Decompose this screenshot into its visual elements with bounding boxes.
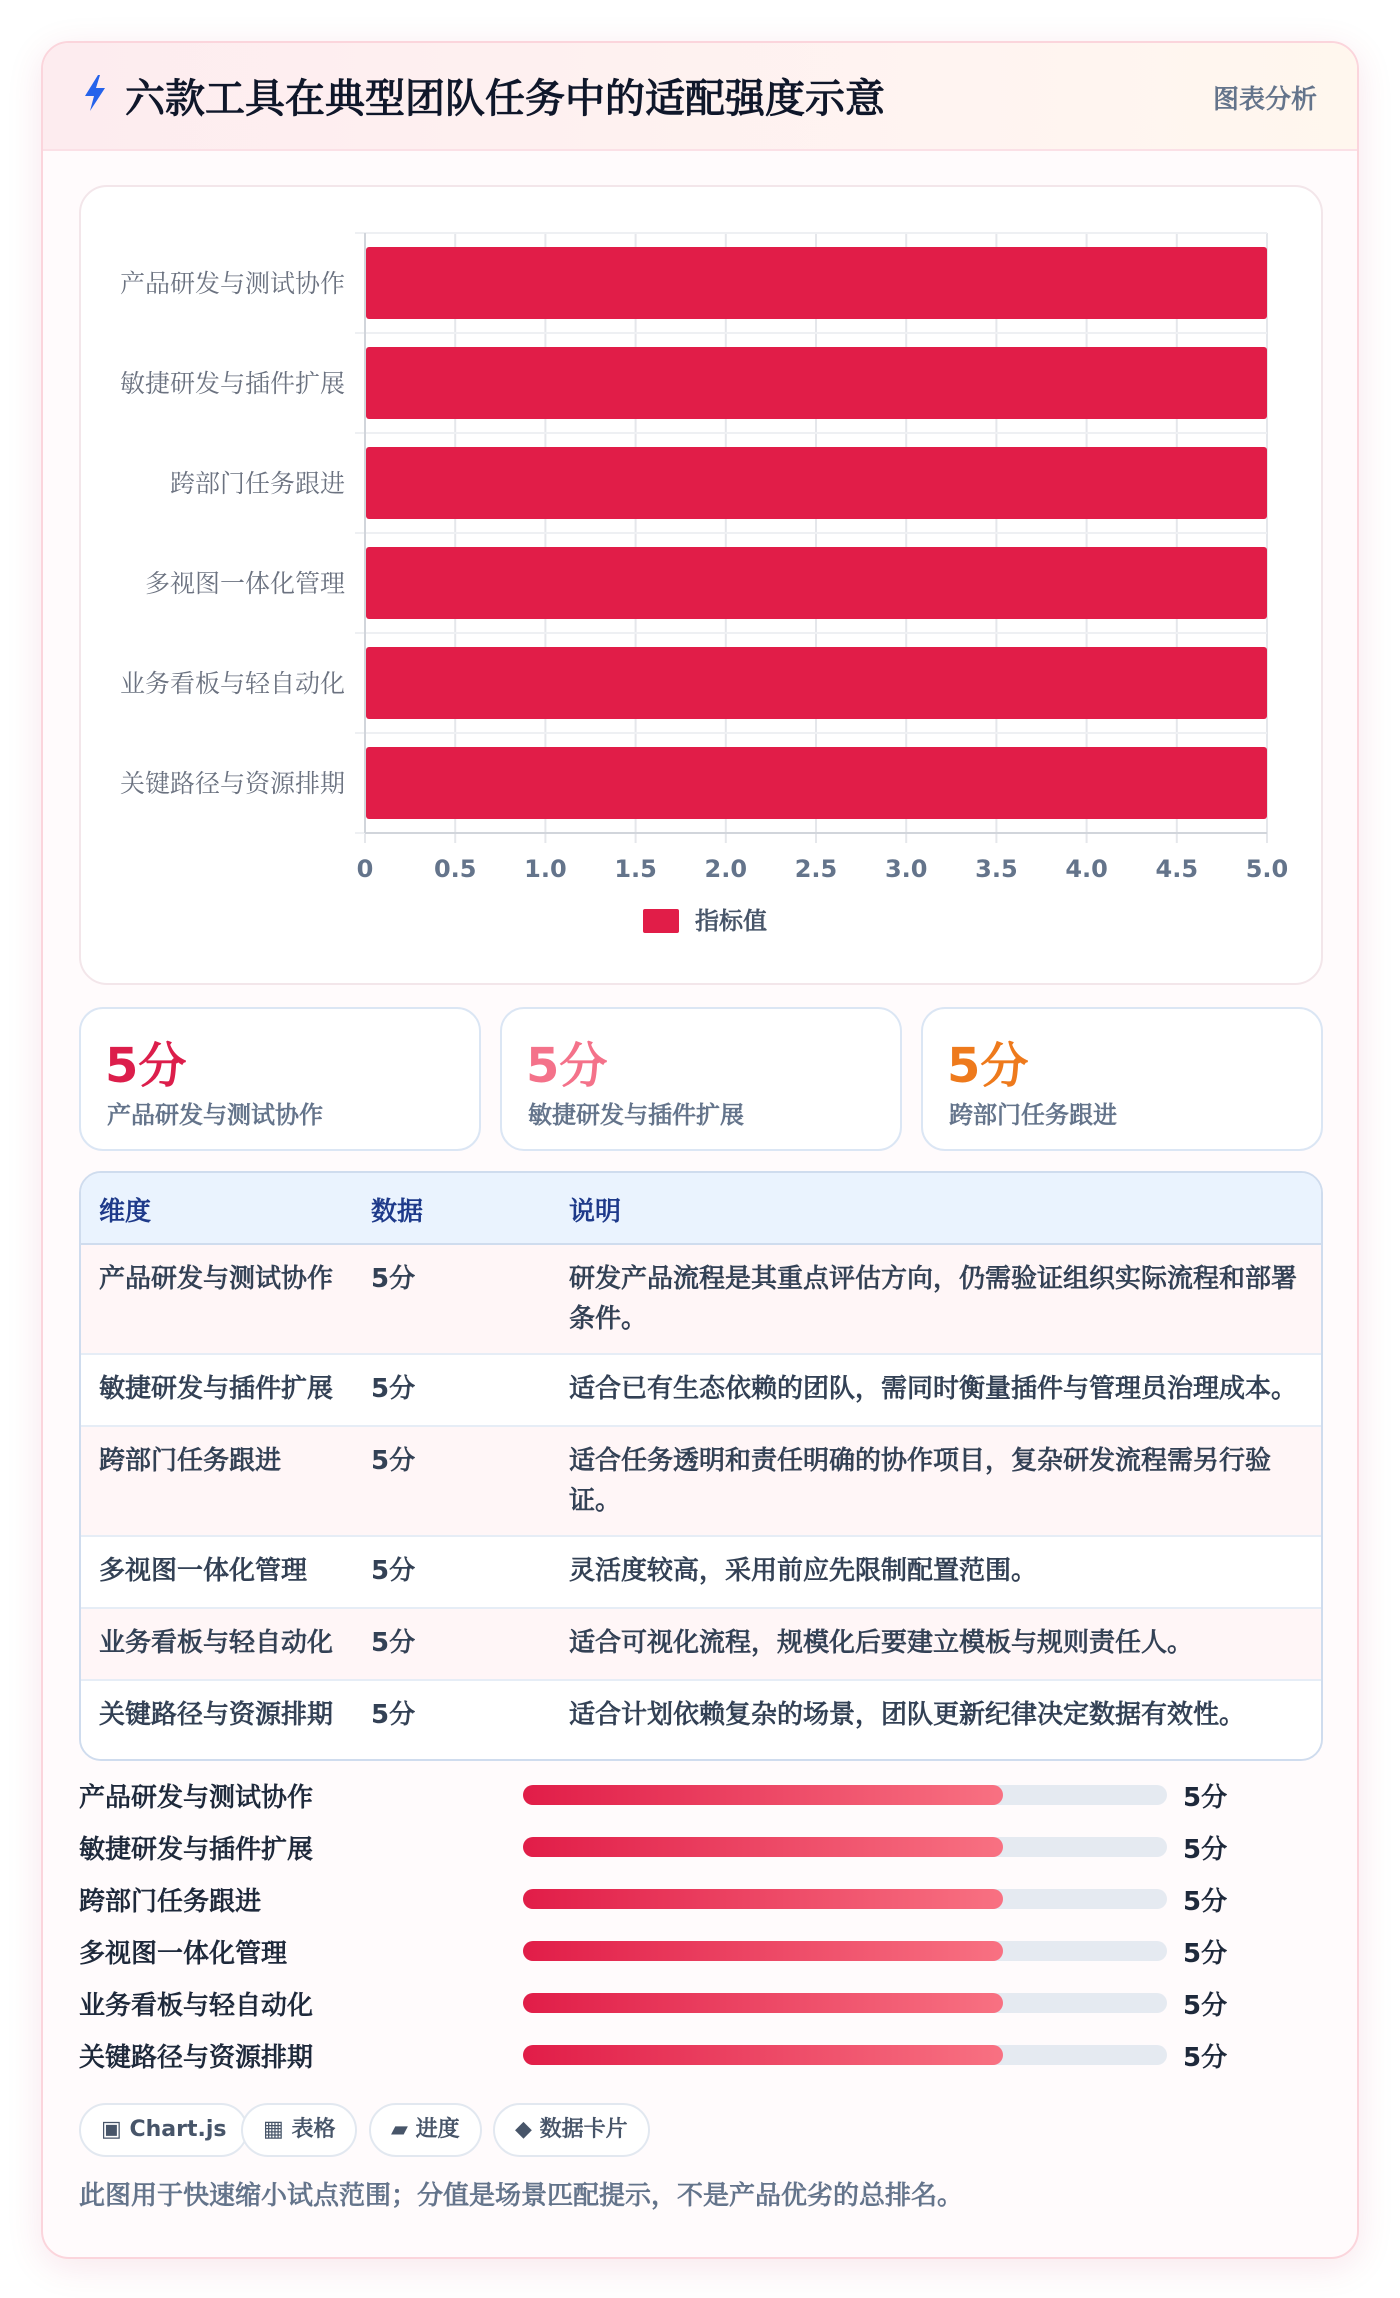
y-category-label: 关键路径与资源排期 [119,769,345,798]
progress-row [79,1983,1323,2023]
cell-data: 5分 [371,1264,416,1294]
chip-chartjs[interactable]: ▣ Chart.js [79,2103,248,2157]
table-header [81,1173,1321,1245]
stat-value: 5分 [947,1038,1029,1094]
x-tick-label: 4.0 [1065,855,1108,883]
stat-card [500,1007,902,1151]
progress-value: 5分 [1183,1835,1228,1865]
cell-dimension: 关键路径与资源排期 [99,1700,334,1730]
chip-data-cards[interactable]: ◆ 数据卡片 [493,2103,650,2157]
bar [366,547,1267,619]
progress-label: 业务看板与轻自动化 [79,1991,314,2021]
y-category-label: 跨部门任务跟进 [169,469,345,498]
progress-row [79,1931,1323,1971]
stat-label: 敏捷研发与插件扩展 [528,1101,744,1129]
x-tick-label: 2.5 [794,855,838,883]
stat-label: 产品研发与测试协作 [107,1101,323,1129]
progress-fill [523,1941,1003,1961]
cell-description: 研发产品流程是其重点评估方向，仍需验证组织实际流程和部署条件。 [569,1264,1298,1334]
column-header-data: 数据 [371,1197,424,1227]
x-tick-label: 3.0 [884,855,928,883]
chip-table[interactable]: ▦ 表格 [241,2103,357,2157]
x-tick-label: 2.0 [704,855,748,883]
table-row [81,1681,1321,1761]
cell-dimension: 跨部门任务跟进 [99,1446,282,1476]
cell-dimension: 敏捷研发与插件扩展 [99,1374,334,1404]
progress-value: 5分 [1183,1783,1228,1813]
progress-value: 5分 [1183,1939,1228,1969]
progress-row [79,1827,1323,1867]
progress-value: 5分 [1183,1991,1228,2021]
progress-value: 5分 [1183,2043,1228,2073]
cell-data: 5分 [371,1628,416,1658]
cell-data: 5分 [371,1556,416,1586]
table-row [81,1609,1321,1681]
x-tick-label: 1.5 [614,855,657,883]
table-row [81,1355,1321,1427]
column-header-dimension: 维度 [99,1197,152,1227]
lightning-icon [81,73,109,113]
bar [366,747,1267,819]
chip-progress[interactable]: ▰ 进度 [369,2103,482,2157]
progress-label: 跨部门任务跟进 [79,1887,262,1917]
stat-value: 5分 [105,1038,187,1094]
progress-row [79,1879,1323,1919]
progress-track [523,1785,1167,1805]
y-category-label: 产品研发与测试协作 [119,269,345,298]
progress-label: 多视图一体化管理 [79,1939,288,1969]
progress-row [79,1775,1323,1815]
cell-description: 适合已有生态依赖的团队，需同时衡量插件与管理员治理成本。 [569,1374,1298,1404]
table-row [81,1427,1321,1537]
stat-label: 跨部门任务跟进 [949,1101,1117,1129]
progress-fill [523,2045,1003,2065]
progress-label: 关键路径与资源排期 [79,2043,314,2073]
x-tick-label: 0 [356,855,374,883]
x-tick-label: 5.0 [1245,855,1289,883]
cell-dimension: 产品研发与测试协作 [99,1264,334,1294]
cell-description: 适合可视化流程，规模化后要建立模板与规则责任人。 [569,1628,1194,1658]
stat-value: 5分 [526,1038,608,1094]
analysis-card [41,41,1359,2259]
progress-fill [523,1837,1003,1857]
progress-track [523,1889,1167,1909]
y-category-label: 业务看板与轻自动化 [119,669,345,698]
column-header-description: 说明 [569,1197,622,1227]
bar [366,447,1267,519]
progress-label: 敏捷研发与插件扩展 [79,1835,314,1865]
progress-fill [523,1993,1003,2013]
legend-label: 指标值 [695,907,767,935]
y-category-label: 敏捷研发与插件扩展 [119,369,345,398]
cell-description: 灵活度较高，采用前应先限制配置范围。 [569,1556,1038,1586]
progress-value: 5分 [1183,1887,1228,1917]
legend-swatch [643,909,679,933]
stat-card [921,1007,1323,1151]
cell-data: 5分 [371,1374,416,1404]
bar-chart [81,187,1325,987]
table-row [81,1537,1321,1609]
cell-dimension: 业务看板与轻自动化 [99,1628,334,1658]
bar [366,247,1267,319]
progress-track [523,1993,1167,2013]
cell-description: 适合计划依赖复杂的场景，团队更新纪律决定数据有效性。 [569,1700,1246,1730]
bar [366,347,1267,419]
cell-data: 5分 [371,1700,416,1730]
x-tick-label: 0.5 [433,855,477,883]
x-tick-label: 3.5 [975,855,1018,883]
progress-track [523,1837,1167,1857]
progress-label: 产品研发与测试协作 [79,1783,314,1813]
cell-dimension: 多视图一体化管理 [99,1556,308,1586]
data-table [79,1171,1323,1761]
progress-track [523,1941,1167,1961]
progress-track [523,2045,1167,2065]
bar [366,647,1267,719]
cell-description: 适合任务透明和责任明确的协作项目，复杂研发流程需另行验证。 [569,1446,1272,1516]
footer-note: 此图用于快速缩小试点范围；分值是场景匹配提示，不是产品优劣的总排名。 [79,2181,964,2211]
page-title: 六款工具在典型团队任务中的适配强度示意 [125,76,885,122]
card-header [43,43,1357,151]
progress-fill [523,1785,1003,1805]
bar-chart-panel [79,185,1323,985]
progress-fill [523,1889,1003,1909]
x-tick-label: 4.5 [1155,855,1199,883]
stat-card [79,1007,481,1151]
progress-row [79,2035,1323,2075]
cell-data: 5分 [371,1446,416,1476]
chart-analysis-badge: 图表分析 [1212,85,1317,115]
table-row [81,1245,1321,1355]
y-category-label: 多视图一体化管理 [144,569,345,598]
x-tick-label: 1.0 [524,855,567,883]
